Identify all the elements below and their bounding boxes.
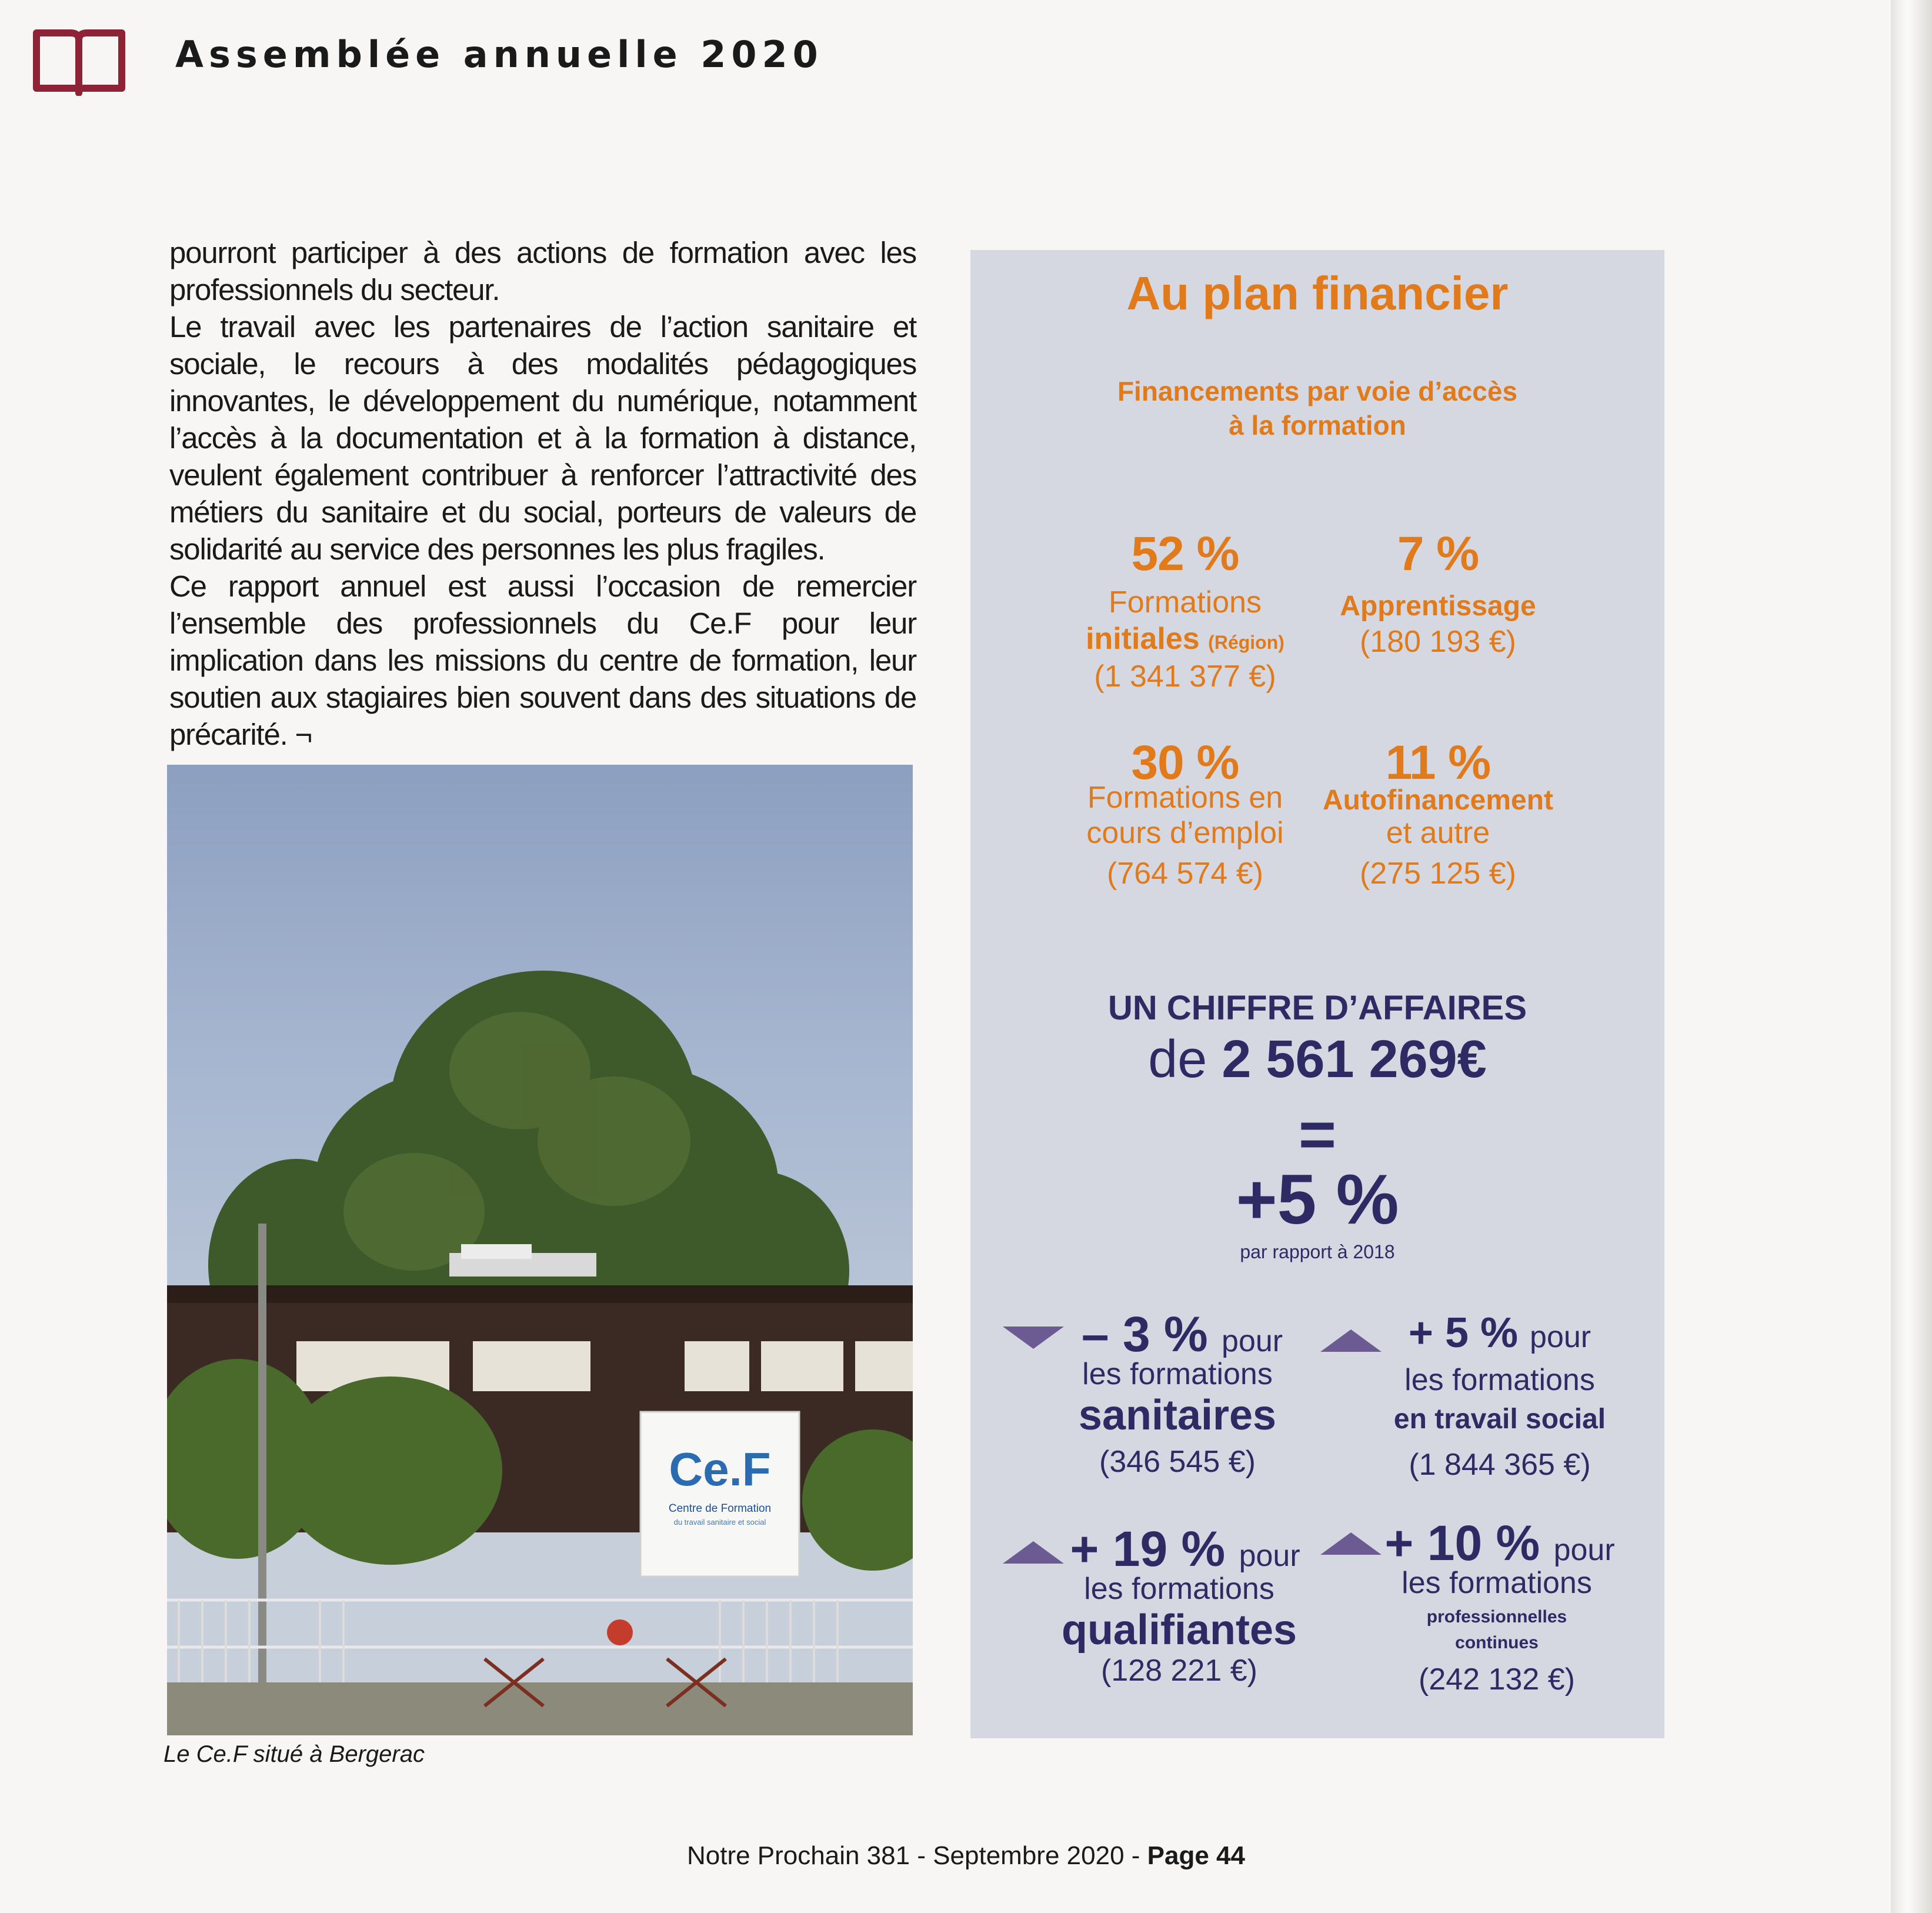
change-category: sanitaires xyxy=(1078,1392,1277,1439)
funding-label: Formations xyxy=(1108,585,1262,619)
change-category: qualifiantes xyxy=(1061,1607,1297,1654)
change-amount: (242 132 €) xyxy=(1419,1662,1575,1697)
triangle-down-icon xyxy=(1003,1327,1064,1349)
change-label: les formations xyxy=(1402,1566,1592,1600)
paragraph: Ce rapport annuel est aussi l’occasion de remercier l’ensemble des professionnels du Ce.F pour leur implication dans les missions du centre de formation, leur soutien aux stagiaires bien souvent dans des situations de précarité. ¬ xyxy=(169,569,916,751)
equals-sign: = xyxy=(1298,1098,1337,1171)
funding-label: Autofinancement xyxy=(1322,785,1554,816)
change-value: + 5 % pour xyxy=(1408,1309,1591,1357)
financial-infographic xyxy=(970,250,1664,1738)
section-header-title: Assemblée annuelle 2020 xyxy=(175,33,823,76)
change-category: professionnelles xyxy=(1426,1607,1567,1627)
funding-label: Formations en xyxy=(1087,781,1283,815)
funding-label: Apprentissage xyxy=(1340,591,1536,622)
funding-amount: (275 125 €) xyxy=(1360,856,1516,891)
change-value: – 3 % pour xyxy=(1081,1307,1283,1362)
panel-subtitle-2: à la formation xyxy=(1229,410,1406,441)
page-edge xyxy=(1891,0,1932,1913)
change-value: + 19 % pour xyxy=(1070,1521,1300,1577)
triangle-up-icon xyxy=(1003,1541,1064,1564)
page-number: Page 44 xyxy=(1147,1841,1245,1870)
funding-amount: (180 193 €) xyxy=(1360,625,1516,659)
change-label: les formations xyxy=(1082,1357,1273,1391)
triangle-up-icon xyxy=(1320,1329,1382,1352)
change-amount: (128 221 €) xyxy=(1101,1654,1257,1688)
change-label: les formations xyxy=(1404,1363,1595,1397)
sign-line-1: Centre de Formation xyxy=(668,1502,772,1515)
article-body xyxy=(169,234,916,753)
funding-label: cours d’emploi xyxy=(1086,816,1284,850)
paragraph: pourront participer à des actions de formation avec les professionnels du secteur. xyxy=(169,236,916,306)
funding-amount: (764 574 €) xyxy=(1107,856,1263,891)
change-amount: (346 545 €) xyxy=(1099,1445,1256,1479)
paragraph: Le travail avec les partenaires de l’action sanitaire et sociale, le recours à des modalités pédagogiques innovantes, le développement du numérique, notamment l’accès à la documentation et à la formation à distance, veulent également contribuer à renforcer l’attractivité des métiers du sanitaire et du social, porteurs de valeurs de solidarité au service des personnes les plus fragiles. xyxy=(169,310,916,566)
footer-text: Notre Prochain 381 - Septembre 2020 - xyxy=(686,1841,1140,1870)
funding-pct: 7 % xyxy=(1397,527,1479,581)
funding-pct: 52 % xyxy=(1131,527,1239,581)
sign-logo: Ce.F xyxy=(669,1443,771,1495)
triangle-up-icon xyxy=(1320,1532,1382,1555)
funding-label: et autre xyxy=(1386,816,1490,850)
building-photo xyxy=(167,765,913,1735)
turnover-value: de 2 561 269€ xyxy=(1148,1030,1487,1089)
growth-value: +5 % xyxy=(1236,1160,1399,1239)
book-icon xyxy=(31,22,128,96)
funding-pct: 30 % xyxy=(1131,736,1239,789)
funding-pct: 11 % xyxy=(1385,736,1491,789)
change-label: les formations xyxy=(1084,1572,1274,1606)
growth-note: par rapport à 2018 xyxy=(1240,1241,1395,1262)
panel-title: Au plan financier xyxy=(1126,267,1509,319)
funding-label: initiales (Région) xyxy=(1086,622,1284,656)
change-category: continues xyxy=(1455,1633,1539,1652)
photo-caption: Le Ce.F situé à Bergerac xyxy=(163,1741,425,1767)
panel-subtitle-1: Financements par voie d’accès xyxy=(1117,376,1518,406)
turnover-label: UN CHIFFRE D’AFFAIRES xyxy=(1107,989,1527,1027)
change-amount: (1 844 365 €) xyxy=(1409,1448,1591,1482)
funding-amount: (1 341 377 €) xyxy=(1094,659,1276,694)
page-footer xyxy=(0,1841,1932,1871)
change-value: + 10 % pour xyxy=(1384,1515,1615,1571)
change-category: en travail social xyxy=(1393,1404,1606,1435)
sign-line-2: du travail sanitaire et social xyxy=(673,1518,766,1527)
